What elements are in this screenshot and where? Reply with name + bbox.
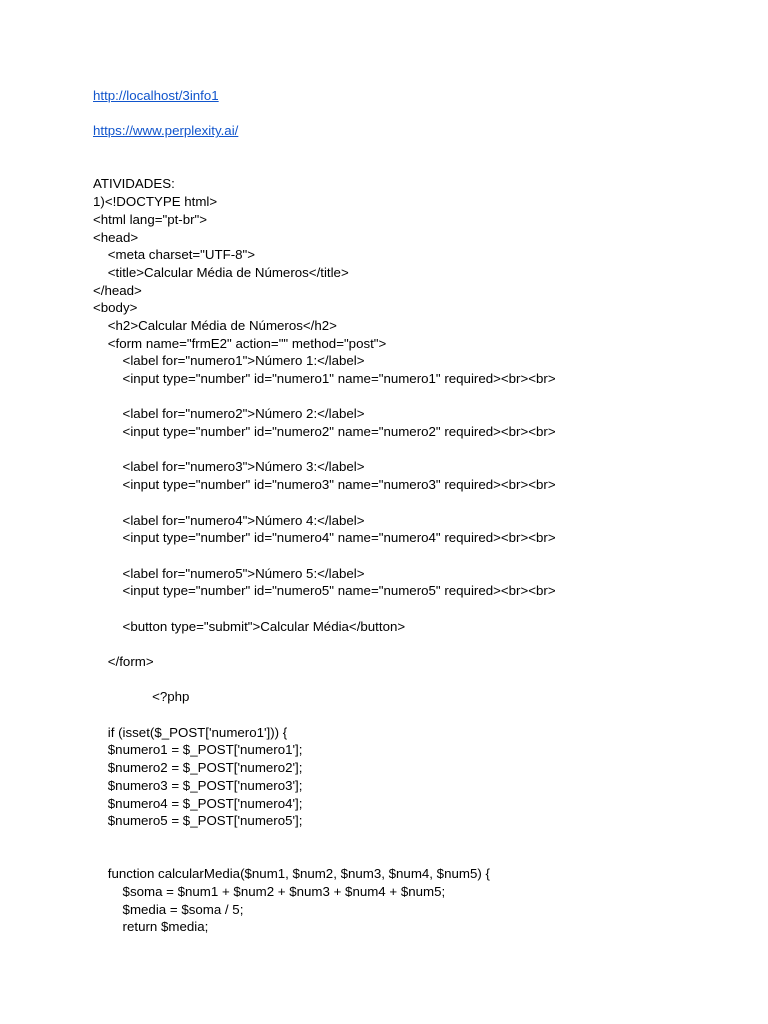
blank-line [93, 635, 733, 653]
code-line: <form name="frmE2" action="" method="post"> [93, 335, 387, 351]
code-line: </form> [93, 654, 154, 670]
code-line: $numero3 = $_POST['numero3']; [93, 777, 303, 793]
code-line: <label for="numero5">Número 5:</label> [93, 565, 365, 581]
code-line: $numero2 = $_POST['numero2']; [93, 760, 303, 776]
code-line: $soma = $num1 + $num2 + $num3 + $num4 + $num5; [93, 883, 446, 899]
blank-line [93, 388, 733, 406]
code-listing [93, 175, 733, 936]
perplexity-link[interactable]: https://www.perplexity.ai/ [93, 123, 239, 139]
code-line: $numero4 = $_POST['numero4']; [93, 795, 303, 811]
blank-line [93, 706, 733, 724]
spacer [93, 105, 733, 123]
blank-line [93, 830, 733, 848]
code-line: $numero1 = $_POST['numero1']; [93, 742, 303, 758]
code-line: <input type="number" id="numero5" name="numero5" required><br><br> [93, 583, 556, 599]
code-line: <h2>Calcular Média de Números</h2> [93, 317, 337, 333]
code-line: <input type="number" id="numero2" name="numero2" required><br><br> [93, 424, 556, 440]
code-line: <label for="numero4">Número 4:</label> [93, 512, 365, 528]
code-line: </head> [93, 282, 142, 298]
code-line: return $media; [93, 919, 209, 935]
code-line: <html lang="pt-br"> [93, 211, 208, 227]
code-line: <?php [93, 689, 190, 705]
code-line: function calcularMedia($num1, $num2, $num3, $num4, $num5) { [93, 866, 490, 882]
blank-line [93, 547, 733, 565]
blank-line [93, 441, 733, 459]
code-line: <label for="numero1">Número 1:</label> [93, 353, 365, 369]
localhost-link[interactable]: http://localhost/3info1 [93, 88, 219, 103]
code-line: $media = $soma / 5; [93, 901, 244, 917]
code-line: <label for="numero3">Número 3:</label> [93, 459, 365, 475]
code-line: if (isset($_POST['numero1'])) { [93, 724, 288, 740]
code-line: <input type="number" id="numero4" name="numero4" required><br><br> [93, 530, 556, 546]
code-line: <meta charset="UTF-8"> [93, 247, 256, 263]
blank-line [93, 494, 733, 512]
code-line: <title>Calcular Média de Números</title> [93, 264, 349, 280]
section-heading: ATIVIDADES: [93, 176, 175, 192]
code-line: $numero5 = $_POST['numero5']; [93, 813, 303, 829]
blank-line [93, 848, 733, 866]
blank-line [93, 600, 733, 618]
code-line: <button type="submit">Calcular Média</button> [93, 618, 406, 634]
spacer [93, 140, 733, 175]
document-page [93, 87, 733, 936]
code-line: <head> [93, 229, 139, 245]
code-line: <input type="number" id="numero1" name="numero1" required><br><br> [93, 371, 556, 387]
code-line: <input type="number" id="numero3" name="numero3" required><br><br> [93, 477, 556, 493]
blank-line [93, 671, 733, 689]
code-line: <body> [93, 300, 138, 316]
code-line: <label for="numero2">Número 2:</label> [93, 406, 365, 422]
code-line: 1)<!DOCTYPE html> [93, 194, 218, 210]
